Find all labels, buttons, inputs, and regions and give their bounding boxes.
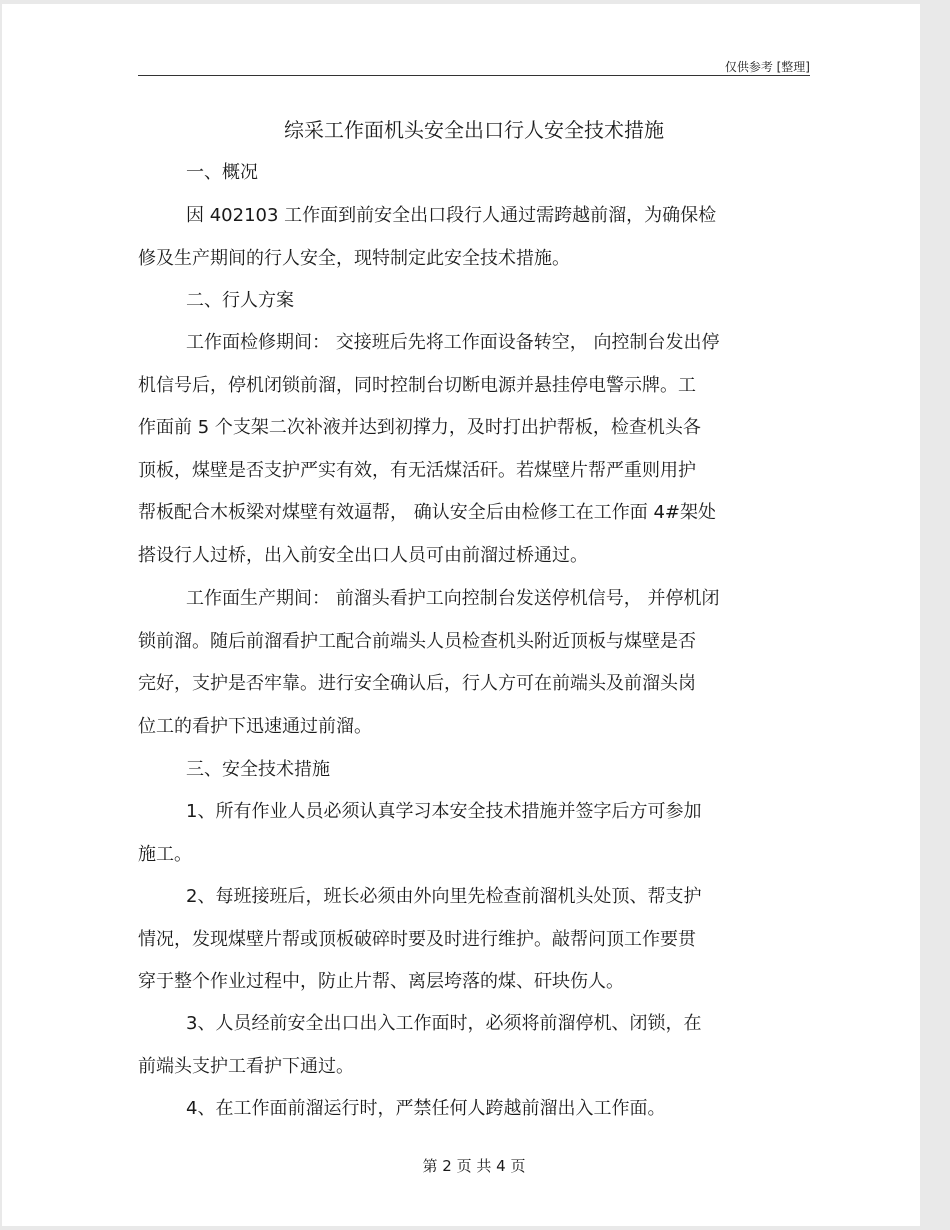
text-line: 2、每班接班后，班长必须由外向里先检查前溜机头处顶、帮支护 [186, 886, 702, 907]
paragraph-maintenance-period [138, 322, 810, 578]
text-line: 修及生产期间的行人安全，现特制定此安全技术措施。 [138, 247, 570, 269]
text-line: 情况，发现煤壁片帮或顶板破碎时要及时进行维护。敲帮问顶工作要贯 [138, 928, 696, 950]
heading-safety-measures [138, 749, 810, 792]
text-line: 穿于整个作业过程中，防止片帮、离层垮落的煤、矸块伤人。 [138, 971, 624, 993]
text-line: 二、行人方案 [186, 290, 294, 311]
text-line: 前端头支护工看护下通过。 [138, 1055, 354, 1077]
text-line: 顶板，煤壁是否支护严实有效，有无活煤活矸。若煤壁片帮严重则用护 [138, 459, 696, 481]
text-line: 因 402103 工作面到前安全出口段行人通过需跨越前溜，为确保检 [186, 205, 717, 226]
text-line: 三、安全技术措施 [186, 759, 330, 780]
text-line: 作面前 5 个支架二次补液并达到初撑力，及时打出护帮板，检查机头各 [138, 417, 701, 439]
text-line: 施工。 [138, 843, 192, 865]
paragraph-overview [138, 195, 810, 280]
paragraph-production-period [138, 578, 810, 748]
text-line: 完好，支护是否牢靠。进行安全确认后，行人方可在前端头及前溜头岗 [138, 673, 696, 695]
measure-item-3 [138, 1003, 810, 1088]
text-line: 锁前溜。随后前溜看护工配合前端头人员检查机头附近顶板与煤壁是否 [138, 630, 696, 652]
header-rule [138, 75, 810, 76]
page-header-note: 仅供参考 [整理] [724, 60, 810, 74]
measure-item-4 [138, 1088, 810, 1131]
page-number-footer: 第 2 页 共 4 页 [422, 1157, 526, 1175]
text-line: 帮板配合木板梁对煤壁有效逼帮， 确认安全后由检修工在工作面 4#架处 [138, 502, 716, 524]
measure-item-1 [138, 791, 810, 876]
heading-overview [138, 152, 810, 195]
text-line: 一、概况 [186, 162, 258, 183]
text-line: 机信号后，停机闭锁前溜，同时控制台切断电源并悬挂停电警示牌。工 [138, 374, 696, 396]
text-line: 位工的看护下迅速通过前溜。 [138, 715, 372, 737]
text-line: 工作面检修期间： 交接班后先将工作面设备转空， 向控制台发出停 [186, 332, 720, 353]
text-line: 搭设行人过桥，出入前安全出口人员可由前溜过桥通过。 [138, 544, 588, 566]
text-line: 1、所有作业人员必须认真学习本安全技术措施并签字后方可参加 [186, 801, 702, 822]
text-line: 3、人员经前安全出口出入工作面时，必须将前溜停机、闭锁，在 [186, 1013, 702, 1034]
heading-walking-plan [138, 280, 810, 323]
text-line: 4、在工作面前溜运行时，严禁任何人跨越前溜出入工作面。 [186, 1098, 666, 1119]
text-line: 工作面生产期间： 前溜头看护工向控制台发送停机信号， 并停机闭 [186, 588, 720, 609]
measure-item-2 [138, 876, 810, 1004]
document-title: 综采工作面机头安全出口行人安全技术措施 [284, 118, 664, 142]
